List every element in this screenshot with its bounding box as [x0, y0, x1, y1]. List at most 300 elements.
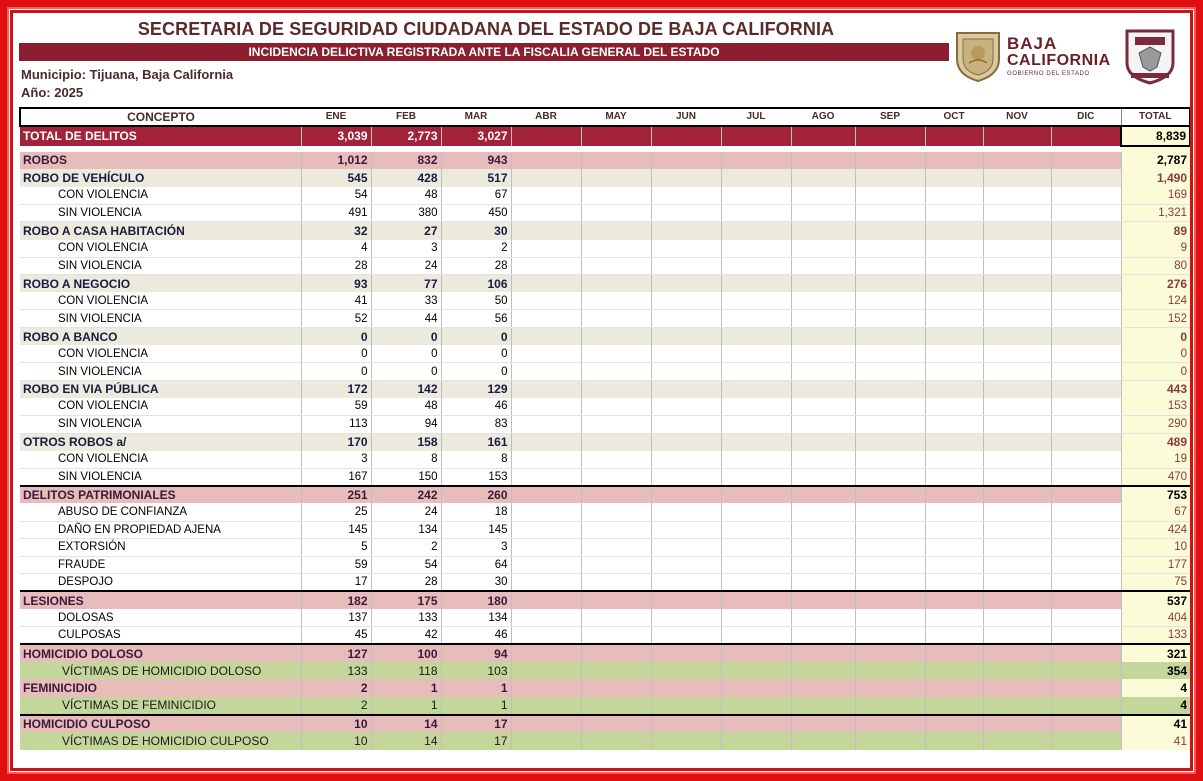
cell-ago: [791, 679, 855, 697]
cell-sep: [855, 486, 925, 504]
ssc-emblem-icon: [1121, 27, 1179, 85]
cell-ago: [791, 222, 855, 240]
cell-abr: [511, 539, 581, 557]
cell-sep: [855, 679, 925, 697]
row-label: FRAUDE: [20, 556, 301, 574]
cell-ago: [791, 126, 855, 146]
cell-ago: [791, 486, 855, 504]
crime-incidence-table: [19, 107, 1191, 750]
cell-abr: [511, 644, 581, 662]
cell-dic: [1051, 539, 1121, 557]
cell-abr: [511, 627, 581, 645]
cell-nov: [983, 679, 1051, 697]
cell-sep: [855, 328, 925, 346]
cell-sep: [855, 222, 925, 240]
row-label: TOTAL DE DELITOS: [20, 126, 301, 146]
cell-ene: 172: [301, 380, 371, 398]
row-label: ROBO EN VIA PÚBLICA: [20, 380, 301, 398]
cell-ago: [791, 380, 855, 398]
cell-jun: [651, 679, 721, 697]
table-row-cat: [20, 591, 1190, 609]
cell-total: 133: [1121, 627, 1190, 645]
cell-ene: 45: [301, 627, 371, 645]
cell-dic: [1051, 257, 1121, 275]
col-jul: JUL: [721, 108, 791, 126]
cell-dic: [1051, 240, 1121, 258]
cell-jun: [651, 310, 721, 328]
cell-abr: [511, 204, 581, 222]
cell-ene: 32: [301, 222, 371, 240]
cell-oct: [925, 521, 983, 539]
cell-dic: [1051, 204, 1121, 222]
cell-ago: [791, 556, 855, 574]
cell-mar: 1: [441, 697, 511, 715]
cell-feb: 2: [371, 539, 441, 557]
cell-mar: 8: [441, 451, 511, 469]
cell-abr: [511, 468, 581, 486]
cell-ago: [791, 451, 855, 469]
cell-mar: 0: [441, 345, 511, 363]
cell-mar: 260: [441, 486, 511, 504]
cell-total: 1,321: [1121, 204, 1190, 222]
table-row-cat: [20, 486, 1190, 504]
cell-nov: [983, 398, 1051, 416]
cell-dic: [1051, 609, 1121, 627]
cell-jul: [721, 521, 791, 539]
cell-mar: 0: [441, 328, 511, 346]
cell-may: [581, 380, 651, 398]
brand-line-2: CALIFORNIA: [1007, 52, 1111, 69]
cell-jun: [651, 257, 721, 275]
cell-abr: [511, 679, 581, 697]
report-title: SECRETARIA DE SEGURIDAD CIUDADANA DEL ESTADO DE BAJA CALIFORNIA: [137, 19, 835, 39]
cell-oct: [925, 152, 983, 170]
cell-abr: [511, 433, 581, 451]
cell-jun: [651, 609, 721, 627]
cell-ene: 167: [301, 468, 371, 486]
cell-oct: [925, 222, 983, 240]
cell-mar: 56: [441, 310, 511, 328]
table-row-cat: [20, 152, 1190, 170]
cell-mar: 145: [441, 521, 511, 539]
cell-ago: [791, 187, 855, 205]
cell-may: [581, 451, 651, 469]
cell-feb: 33: [371, 292, 441, 310]
cell-may: [581, 310, 651, 328]
cell-nov: [983, 539, 1051, 557]
cell-ago: [791, 398, 855, 416]
cell-may: [581, 609, 651, 627]
col-oct: OCT: [925, 108, 983, 126]
cell-feb: 94: [371, 416, 441, 434]
cell-jun: [651, 398, 721, 416]
row-label: CON VIOLENCIA: [20, 187, 301, 205]
row-label: SIN VIOLENCIA: [20, 468, 301, 486]
cell-feb: 44: [371, 310, 441, 328]
cell-total: 9: [1121, 240, 1190, 258]
table-row-det: [20, 345, 1190, 363]
cell-ago: [791, 521, 855, 539]
cell-jun: [651, 222, 721, 240]
cell-feb: 0: [371, 328, 441, 346]
cell-oct: [925, 257, 983, 275]
cell-abr: [511, 240, 581, 258]
cell-oct: [925, 126, 983, 146]
row-label: CON VIOLENCIA: [20, 398, 301, 416]
cell-total: 1,490: [1121, 169, 1190, 187]
cell-ago: [791, 732, 855, 750]
cell-nov: [983, 187, 1051, 205]
cell-abr: [511, 732, 581, 750]
cell-abr: [511, 416, 581, 434]
cell-oct: [925, 204, 983, 222]
cell-oct: [925, 574, 983, 592]
cell-total: 169: [1121, 187, 1190, 205]
cell-feb: 0: [371, 363, 441, 381]
cell-may: [581, 363, 651, 381]
cell-dic: [1051, 416, 1121, 434]
cell-ago: [791, 275, 855, 293]
cell-nov: [983, 257, 1051, 275]
cell-oct: [925, 240, 983, 258]
cell-dic: [1051, 380, 1121, 398]
row-label: SIN VIOLENCIA: [20, 204, 301, 222]
cell-oct: [925, 609, 983, 627]
cell-feb: 380: [371, 204, 441, 222]
row-label: DESPOJO: [20, 574, 301, 592]
cell-jun: [651, 715, 721, 733]
cell-ene: 137: [301, 609, 371, 627]
cell-ene: 545: [301, 169, 371, 187]
cell-jun: [651, 433, 721, 451]
cell-ago: [791, 644, 855, 662]
cell-mar: 153: [441, 468, 511, 486]
cell-sep: [855, 451, 925, 469]
municipio-label: Municipio: Tijuana, Baja California: [21, 67, 234, 82]
cell-mar: 28: [441, 257, 511, 275]
cell-nov: [983, 126, 1051, 146]
row-label: CULPOSAS: [20, 627, 301, 645]
cell-jun: [651, 363, 721, 381]
cell-oct: [925, 503, 983, 521]
col-may: MAY: [581, 108, 651, 126]
cell-ago: [791, 591, 855, 609]
cell-total: 0: [1121, 363, 1190, 381]
cell-ene: 0: [301, 345, 371, 363]
cell-nov: [983, 662, 1051, 680]
cell-may: [581, 539, 651, 557]
cell-sep: [855, 257, 925, 275]
row-label: LESIONES: [20, 591, 301, 609]
cell-sep: [855, 521, 925, 539]
report-sheet: [10, 10, 1193, 771]
cell-dic: [1051, 222, 1121, 240]
cell-may: [581, 204, 651, 222]
row-label: ROBO A BANCO: [20, 328, 301, 346]
col-jun: JUN: [651, 108, 721, 126]
cell-total: 424: [1121, 521, 1190, 539]
table-row-sub: [20, 433, 1190, 451]
cell-oct: [925, 627, 983, 645]
row-label: CON VIOLENCIA: [20, 240, 301, 258]
cell-abr: [511, 521, 581, 539]
cell-may: [581, 257, 651, 275]
cell-mar: 1: [441, 679, 511, 697]
cell-jul: [721, 416, 791, 434]
cell-ene: 54: [301, 187, 371, 205]
cell-may: [581, 732, 651, 750]
table-row-sub: [20, 380, 1190, 398]
cell-total: 489: [1121, 433, 1190, 451]
cell-sep: [855, 539, 925, 557]
cell-sep: [855, 126, 925, 146]
cell-mar: 46: [441, 398, 511, 416]
cell-feb: 27: [371, 222, 441, 240]
cell-abr: [511, 451, 581, 469]
cell-feb: 48: [371, 187, 441, 205]
cell-jun: [651, 152, 721, 170]
row-label: SIN VIOLENCIA: [20, 416, 301, 434]
cell-oct: [925, 275, 983, 293]
cell-nov: [983, 574, 1051, 592]
cell-jul: [721, 328, 791, 346]
cell-total: 4: [1121, 679, 1190, 697]
table-row-det: [20, 574, 1190, 592]
cell-sep: [855, 433, 925, 451]
cell-dic: [1051, 662, 1121, 680]
cell-total: 443: [1121, 380, 1190, 398]
row-label: HOMICIDIO DOLOSO: [20, 644, 301, 662]
cell-nov: [983, 468, 1051, 486]
cell-oct: [925, 715, 983, 733]
cell-jun: [651, 169, 721, 187]
cell-dic: [1051, 328, 1121, 346]
cell-total: 80: [1121, 257, 1190, 275]
cell-ene: 2: [301, 697, 371, 715]
cell-jun: [651, 732, 721, 750]
cell-mar: 64: [441, 556, 511, 574]
cell-may: [581, 345, 651, 363]
cell-dic: [1051, 433, 1121, 451]
cell-may: [581, 169, 651, 187]
cell-abr: [511, 697, 581, 715]
cell-abr: [511, 503, 581, 521]
cell-feb: 24: [371, 503, 441, 521]
cell-abr: [511, 609, 581, 627]
cell-nov: [983, 169, 1051, 187]
cell-feb: 28: [371, 574, 441, 592]
row-label: VÍCTIMAS DE HOMICIDIO DOLOSO: [20, 662, 301, 680]
cell-nov: [983, 697, 1051, 715]
cell-feb: 42: [371, 627, 441, 645]
cell-dic: [1051, 644, 1121, 662]
cell-jul: [721, 152, 791, 170]
cell-ago: [791, 152, 855, 170]
cell-oct: [925, 310, 983, 328]
cell-ago: [791, 328, 855, 346]
cell-mar: 67: [441, 187, 511, 205]
cell-dic: [1051, 627, 1121, 645]
cell-mar: 129: [441, 380, 511, 398]
cell-jul: [721, 126, 791, 146]
cell-feb: 142: [371, 380, 441, 398]
cell-total: 89: [1121, 222, 1190, 240]
cell-mar: 17: [441, 732, 511, 750]
col-total: TOTAL: [1121, 108, 1190, 126]
cell-total: 4: [1121, 697, 1190, 715]
row-label: SIN VIOLENCIA: [20, 310, 301, 328]
cell-may: [581, 240, 651, 258]
cell-ago: [791, 240, 855, 258]
cell-dic: [1051, 486, 1121, 504]
cell-ene: 4: [301, 240, 371, 258]
cell-total: 10: [1121, 539, 1190, 557]
cell-jun: [651, 556, 721, 574]
cell-nov: [983, 556, 1051, 574]
cell-ene: 170: [301, 433, 371, 451]
cell-may: [581, 152, 651, 170]
cell-jun: [651, 468, 721, 486]
cell-jul: [721, 363, 791, 381]
cell-jul: [721, 380, 791, 398]
row-label: HOMICIDIO CULPOSO: [20, 715, 301, 733]
cell-total: 404: [1121, 609, 1190, 627]
cell-dic: [1051, 715, 1121, 733]
table-header-row: [20, 108, 1190, 126]
table-row-cat: [20, 644, 1190, 662]
cell-jul: [721, 257, 791, 275]
cell-abr: [511, 345, 581, 363]
col-abr: ABR: [511, 108, 581, 126]
cell-jun: [651, 539, 721, 557]
table-row-det: [20, 627, 1190, 645]
cell-sep: [855, 468, 925, 486]
cell-ene: 5: [301, 539, 371, 557]
cell-feb: 3: [371, 240, 441, 258]
cell-nov: [983, 240, 1051, 258]
cell-total: 290: [1121, 416, 1190, 434]
row-label: VÍCTIMAS DE FEMINICIDIO: [20, 697, 301, 715]
cell-ene: 25: [301, 503, 371, 521]
table-row-det: [20, 539, 1190, 557]
cell-jul: [721, 732, 791, 750]
cell-sep: [855, 697, 925, 715]
cell-may: [581, 486, 651, 504]
cell-jun: [651, 275, 721, 293]
cell-oct: [925, 345, 983, 363]
cell-nov: [983, 152, 1051, 170]
cell-ene: 182: [301, 591, 371, 609]
cell-ene: 133: [301, 662, 371, 680]
cell-feb: 1: [371, 697, 441, 715]
cell-oct: [925, 591, 983, 609]
cell-sep: [855, 275, 925, 293]
row-label: CON VIOLENCIA: [20, 345, 301, 363]
cell-ago: [791, 345, 855, 363]
cell-jun: [651, 662, 721, 680]
cell-mar: 46: [441, 627, 511, 645]
cell-total: 41: [1121, 732, 1190, 750]
cell-feb: 832: [371, 152, 441, 170]
table-row-det: [20, 556, 1190, 574]
cell-sep: [855, 152, 925, 170]
table-row-grand: [20, 126, 1190, 146]
cell-oct: [925, 363, 983, 381]
row-label: CON VIOLENCIA: [20, 292, 301, 310]
cell-jul: [721, 556, 791, 574]
cell-sep: [855, 644, 925, 662]
cell-abr: [511, 292, 581, 310]
cell-nov: [983, 433, 1051, 451]
cell-sep: [855, 204, 925, 222]
cell-sep: [855, 732, 925, 750]
cell-ene: 28: [301, 257, 371, 275]
cell-may: [581, 627, 651, 645]
cell-mar: 161: [441, 433, 511, 451]
table-row-sub: [20, 222, 1190, 240]
table-row-sub: [20, 328, 1190, 346]
cell-jul: [721, 187, 791, 205]
cell-ene: 10: [301, 715, 371, 733]
cell-ene: 113: [301, 416, 371, 434]
cell-abr: [511, 187, 581, 205]
cell-ago: [791, 257, 855, 275]
cell-total: 354: [1121, 662, 1190, 680]
cell-oct: [925, 468, 983, 486]
cell-mar: 0: [441, 363, 511, 381]
row-label: OTROS ROBOS a/: [20, 433, 301, 451]
cell-oct: [925, 697, 983, 715]
cell-abr: [511, 328, 581, 346]
cell-mar: 103: [441, 662, 511, 680]
cell-total: 124: [1121, 292, 1190, 310]
cell-sep: [855, 345, 925, 363]
row-label: ROBO A NEGOCIO: [20, 275, 301, 293]
cell-nov: [983, 292, 1051, 310]
cell-feb: 14: [371, 732, 441, 750]
cell-nov: [983, 503, 1051, 521]
cell-ene: 41: [301, 292, 371, 310]
cell-abr: [511, 169, 581, 187]
cell-jun: [651, 591, 721, 609]
table-row-det: [20, 609, 1190, 627]
cell-ene: 2: [301, 679, 371, 697]
cell-nov: [983, 363, 1051, 381]
cell-abr: [511, 275, 581, 293]
cell-ago: [791, 697, 855, 715]
cell-dic: [1051, 345, 1121, 363]
cell-may: [581, 715, 651, 733]
cell-oct: [925, 433, 983, 451]
cell-ene: 59: [301, 556, 371, 574]
cell-ene: 491: [301, 204, 371, 222]
cell-ago: [791, 310, 855, 328]
table-row-sub: [20, 169, 1190, 187]
cell-mar: 517: [441, 169, 511, 187]
cell-oct: [925, 169, 983, 187]
row-label: CON VIOLENCIA: [20, 451, 301, 469]
cell-sep: [855, 574, 925, 592]
col-concepto: CONCEPTO: [20, 108, 301, 126]
cell-ago: [791, 574, 855, 592]
cell-jun: [651, 126, 721, 146]
cell-jul: [721, 539, 791, 557]
cell-may: [581, 521, 651, 539]
cell-jul: [721, 240, 791, 258]
report-subtitle: INCIDENCIA DELICTIVA REGISTRADA ANTE LA FISCALIA GENERAL DEL ESTADO: [19, 43, 949, 61]
cell-total: 153: [1121, 398, 1190, 416]
cell-total: 321: [1121, 644, 1190, 662]
